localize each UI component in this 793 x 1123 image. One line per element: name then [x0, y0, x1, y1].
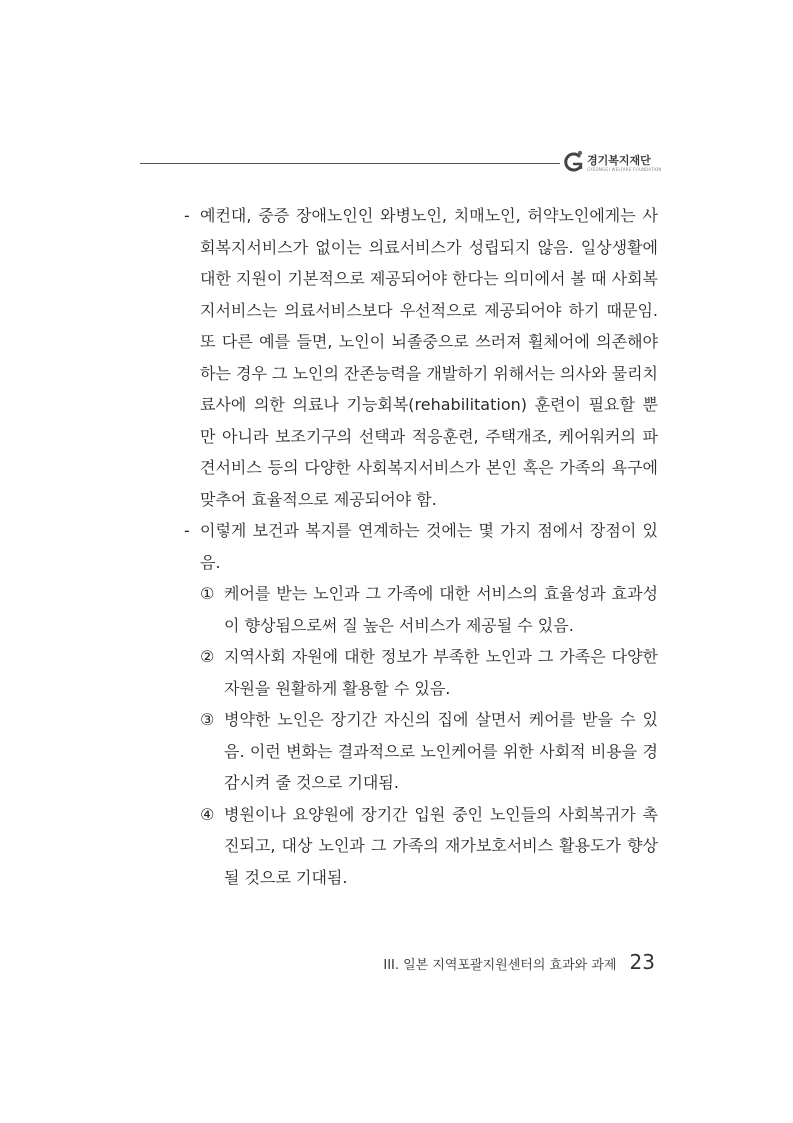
- page-number: 23: [629, 950, 655, 974]
- dash-item-text: 예컨대, 중증 장애노인인 와병노인, 치매노인, 허약노인에게는 사회복지서비스가 없이는 의료서비스가 성립되지 않음. 일상생활에 대한 지원이 기본적으로 제공되어야 한다는 의미에서 볼 때 사회복지서비스는 의료서비스보다 우선적으로 제공되어야 하기 때문임. 또 다른 예를 들면, 노인이 뇌졸중으로 쓰러져 휠체어에 의존해야 하는 경우 그 노인의 잔존능력을 개발하기 위해서는 의사와 물리치료사에 의한 의료나 기능회복(rehabilitation) 훈련이 필요할 뿐만 아니라 보조기구의 선택과 적응훈련, 주택개조, 케어워커의 파견서비스 등의 다양한 사회복지서비스가 본인 혹은 가족의 욕구에 맞추어 효율적으로 제공되어야 함.: [200, 206, 659, 509]
- page-footer: [383, 950, 655, 974]
- numbered-marker: ④: [200, 804, 215, 824]
- numbered-item-text: 병원이나 요양원에 장기간 입원 중인 노인들의 사회복귀가 촉진되고, 대상 노인과 그 가족의 재가보호서비스 활용도가 향상될 것으로 기대됨.: [224, 804, 658, 887]
- header-rule: [140, 163, 560, 164]
- dash-marker: -: [184, 206, 190, 225]
- logo-text: 경기복지재단: [587, 154, 651, 167]
- foundation-logo: [561, 148, 671, 176]
- dash-item-text: 이렇게 보건과 복지를 연계하는 것에는 몇 가지 점에서 장점이 있음.: [200, 521, 658, 572]
- numbered-item-text: 지역사회 자원에 대한 정보가 부족한 노인과 그 가족은 다양한 자원을 원활하게 활용할 수 있음.: [224, 647, 658, 698]
- logo-subtext: GYEONGGI WELFARE FOUNDATION: [587, 167, 662, 172]
- numbered-marker: ①: [200, 584, 215, 603]
- foundation-logo-icon: [561, 148, 585, 176]
- chapter-title: III. 일본 지역포괄지원센터의 효과와 과제: [383, 958, 617, 973]
- numbered-item-3: [184, 704, 658, 799]
- numbered-list: [184, 578, 658, 893]
- dash-item-2: [184, 515, 658, 578]
- numbered-item-2: [184, 641, 658, 704]
- numbered-marker: ③: [200, 710, 215, 729]
- numbered-item-text: 병약한 노인은 장기간 자신의 집에 살면서 케어를 받을 수 있음. 이런 변화는 결과적으로 노인케어를 위한 사회적 비용을 경감시켜 줄 것으로 기대됨.: [224, 710, 658, 792]
- dash-item-1: [184, 200, 658, 515]
- dash-marker: -: [184, 521, 190, 540]
- numbered-item-4: [184, 799, 658, 894]
- page-body: [184, 200, 658, 893]
- numbered-item-text: 케어를 받는 노인과 그 가족에 대한 서비스의 효율성과 효과성이 향상됨으로써 질 높은 서비스가 제공될 수 있음.: [224, 584, 658, 635]
- numbered-marker: ②: [200, 647, 215, 666]
- numbered-item-1: [184, 578, 658, 641]
